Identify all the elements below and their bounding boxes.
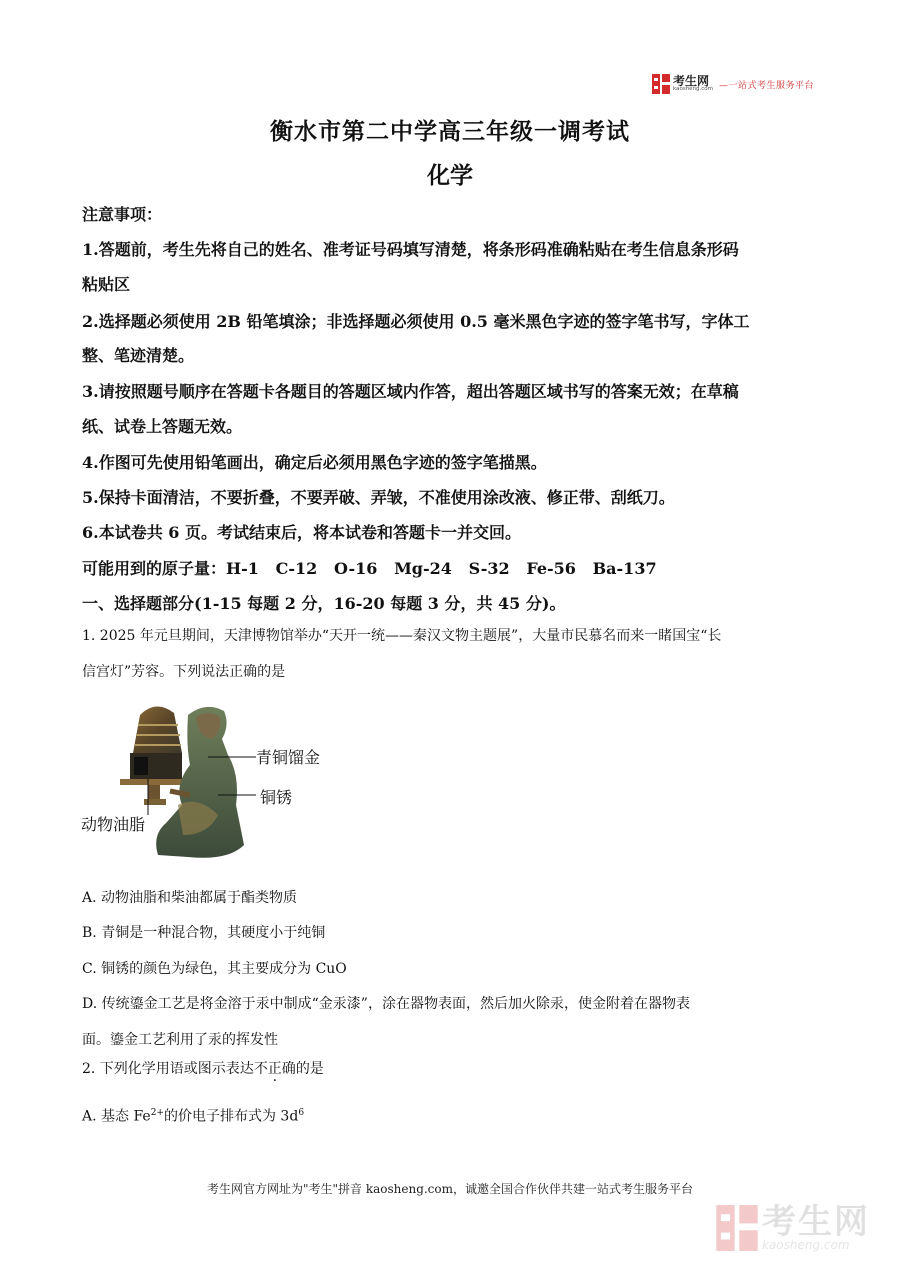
note-line-7: 4.作图可先使用铅笔画出，确定后必须用黑色字迹的签字笔描黑。 <box>82 453 547 472</box>
watermark <box>716 1202 870 1252</box>
q1-stem-line-2: 信宫灯”芳容。下列说法正确的是 <box>82 664 286 680</box>
exam-subject: 化学 <box>427 162 473 189</box>
note-line-3: 2.选择题必须使用 2B 铅笔填涂；非选择题必须使用 0.5 毫米黑色字迹的签字笔书写，字体工 <box>82 312 750 331</box>
q1-option-a: A. 动物油脂和柴油都属于酯类物质 <box>82 890 298 906</box>
note-line-6: 纸、试卷上答题无效。 <box>82 417 243 436</box>
q1-option-b: B. 青铜是一种混合物，其硬度小于纯铜 <box>82 925 326 941</box>
kaosheng-logo-icon <box>652 74 670 94</box>
brand-name: 考生网 <box>673 74 710 89</box>
q2-option-a-exponent: 6 <box>298 1108 305 1118</box>
notes-heading: 注意事项： <box>82 205 163 224</box>
brand-slogan: —一站式考生服务平台 <box>719 80 815 91</box>
q2-stem-emphasis: 不正确 <box>253 1061 296 1077</box>
watermark-name: 考生网 <box>762 1202 870 1242</box>
q1-option-c: C. 铜锈的颜色为绿色，其主要成分为 CuO <box>82 961 347 977</box>
note-line-1: 1.答题前，考生先将自己的姓名、准考证号码填写清楚，将条形码准确粘贴在考生信息条形码 <box>82 240 739 259</box>
section-heading: 一、选择题部分(1-15 每题 2 分，16-20 每题 3 分，共 45 分)。 <box>82 594 566 613</box>
atomic-masses: 可能用到的原子量：H-1 C-12 O-16 Mg-24 S-32 Fe-56 Ba-137 <box>82 559 657 578</box>
note-line-2: 粘贴区 <box>82 275 131 294</box>
note-line-5: 3.请按照题号顺序在答题卡各题目的答题区域内作答，超出答题区域书写的答案无效；在草稿 <box>82 382 739 401</box>
label-bronze-gilt: 青铜馏金 <box>256 748 321 767</box>
q2-option-a-prefix: A. 基态 Fe <box>82 1108 151 1125</box>
q1-option-d-line-1: D. 传统鎏金工艺是将金溶于汞中制成“金汞漆”，涂在器物表面，然后加火除汞，使金附着在器物表 <box>82 996 690 1012</box>
q1-option-d-line-2: 面。鎏金工艺利用了汞的挥发性 <box>82 1032 278 1048</box>
exam-title: 衡水市第二中学高三年级一调考试 <box>270 118 630 145</box>
note-line-4: 整、笔迹清楚。 <box>82 346 195 365</box>
q2-option-a <box>82 1102 822 1128</box>
brand-logo <box>652 73 814 95</box>
brand-slogan-text: 一站式考生服务平台 <box>728 80 815 91</box>
watermark-logo-icon <box>716 1205 758 1251</box>
note-line-9: 6.本试卷共 6 页。考试结束后，将本试卷和答题卡一并交回。 <box>82 523 521 542</box>
q2-option-a-charge: 2+ <box>150 1108 164 1118</box>
q2-stem-suffix: 的是 <box>295 1061 324 1077</box>
q2-stem <box>82 1058 822 1080</box>
q1-figure <box>78 695 368 865</box>
note-line-8: 5.保持卡面清洁，不要折叠，不要弄破、弄皱，不准使用涂改液、修正带、刮纸刀。 <box>82 488 675 507</box>
q2-stem-prefix: 2. 下列化学用语或图示表达 <box>82 1061 254 1077</box>
label-animal-fat: 动物油脂 <box>81 815 146 834</box>
footer-text: 考生网官方网址为"考生"拼音 kaosheng.com，诚邀全国合作伙伴共建一站式考生服务平台 <box>206 1182 694 1196</box>
label-copper-rust: 铜锈 <box>260 788 293 807</box>
q1-stem-line-1: 1. 2025 年元旦期间，天津博物馆举办“天开一统——秦汉文物主题展”，大量市民慕名而来一睹国宝“长 <box>82 628 722 644</box>
q2-option-a-mid: 的价电子排布式为 3d <box>163 1108 299 1125</box>
watermark-domain: kaosheng.com <box>762 1238 850 1252</box>
palace-lamp-illustration <box>78 695 368 865</box>
brand-domain: kaosheng.com <box>673 86 714 93</box>
